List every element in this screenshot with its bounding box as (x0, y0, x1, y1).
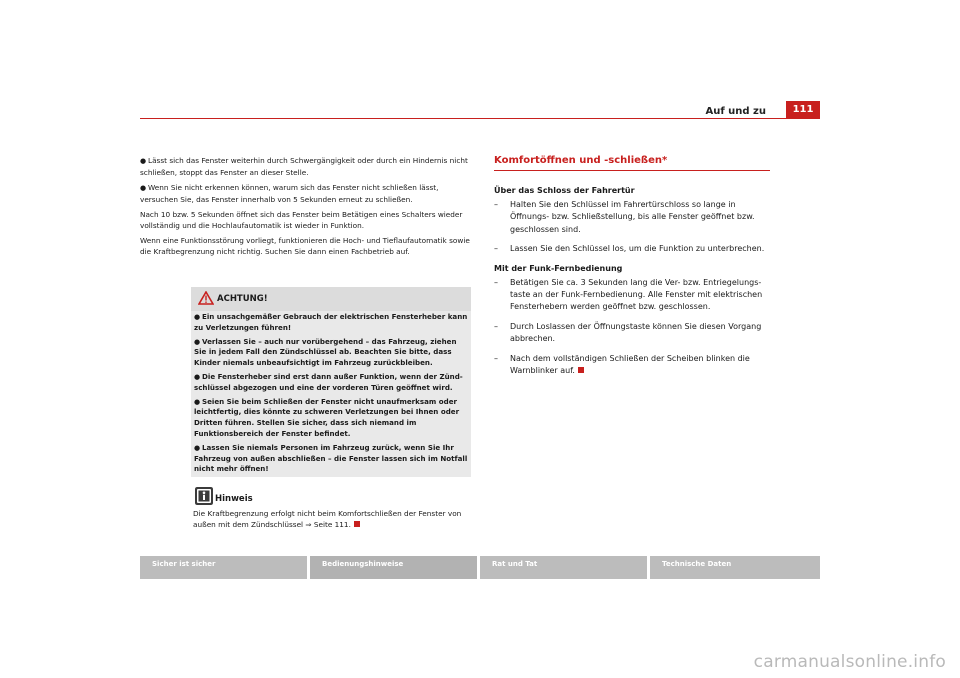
footer-tab-tips[interactable]: Rat und Tat (480, 556, 647, 579)
bullet-paragraph: ● Lässt sich das Fenster weiterhin durch Schwergängigkeit oder durch ein Hindernis nicht schließen, stoppt das Fenster an dieser Stelle. (140, 156, 468, 178)
warning-header (191, 287, 471, 311)
header-divider (140, 118, 820, 119)
bullet-icon: ● (140, 157, 147, 165)
bullet-paragraph: ● Wenn Sie nicht erkennen können, warum sich das Fenster nicht schließen lässt, versuchen Sie, das Fenster innerhalb von 5 Sekunden erneut zu schließen. (140, 182, 439, 205)
bullet-icon: ● (194, 372, 201, 381)
list-item: – Halten Sie den Schlüssel im Fahrertürschloss so lange in Öffnungs- bzw. Schließstellung, bis alle Fenster geöffnet bzw. geschlossen sind. (494, 200, 755, 234)
watermark: carmanualsonline.info (753, 652, 946, 672)
footer-tab-operation[interactable]: Bedienungshinweise (310, 556, 477, 579)
body-paragraph: Nach 10 bzw. 5 Sekunden öffnet sich das Fenster beim Betätigen eines Schalters wieder vollständig und die Hochlaufautomatik ist wieder in Funktion. (140, 209, 463, 231)
list-item: – Lassen Sie den Schlüssel los, um die Funktion zu unterbrechen. (494, 244, 765, 254)
body-paragraph: Wenn eine Funktionsstörung vorliegt, funktionieren die Hoch- und Tieflaufautomatik sowie die Kraftbegrenzung nicht richtig. Suchen Sie dann einen Fachbetrieb auf. (140, 235, 470, 256)
right-column (494, 155, 770, 384)
bullet-icon: ● (194, 443, 201, 452)
list-item: – Betätigen Sie ca. 3 Sekunden lang die Ver- bzw. Entriegelungstaste an der Funk-Fernbedienung. Alle Fenster mit elektrischen Fensterhebern werden geöffnet bzw. geschlossen. (494, 277, 763, 312)
info-note-icon (195, 487, 213, 505)
bullet-icon: ● (194, 313, 201, 321)
page-number: 111 (786, 101, 820, 118)
list-item: – Nach dem vollständigen Schließen der Scheiben blinken die Warnblinker auf. (494, 353, 750, 376)
note-text: Die Kraftbegrenzung erfolgt nicht beim Komfortschließen der Fenster von außen mit dem Zündschlüssel ⇒ Seite 111. (193, 509, 462, 530)
note-title: Hinweis (215, 494, 253, 504)
warning-box (191, 287, 471, 477)
warning-title: ACHTUNG! (217, 294, 268, 304)
section-end-icon (578, 367, 584, 373)
subheading-remote: Mit der Funk-Fernbedienung (494, 263, 623, 273)
warning-triangle-icon (198, 291, 214, 305)
warning-item: ● Ein unsachgemäßer Gebrauch der elektrischen Fensterheber kann zu Verletzungen führen! (194, 312, 468, 332)
bullet-icon: ● (140, 183, 147, 192)
page-header-title: Auf und zu (705, 106, 766, 117)
warning-item: ● Seien Sie beim Schließen der Fenster nicht unaufmerksam oder leichtfertig, dies könnte zu schweren Verletzungen bei Ihnen oder Dritten führen. Stellen Sie sicher, dass sich niemand im Funktionsbereich der Fenster befindet. (194, 396, 460, 438)
bullet-icon: ● (194, 337, 201, 346)
bullet-icon: ● (194, 397, 201, 406)
warning-item: ● Die Fensterheber sind erst dann außer Funktion, wenn der Zündschlüssel abgezogen und eine der vorderen Türen geöffnet wird. (194, 371, 463, 392)
left-column (140, 155, 472, 261)
footer-tab-safety[interactable]: Sicher ist sicher (140, 556, 307, 579)
section-title: Komfortöffnen und -schließen* (494, 155, 668, 166)
warning-item: ● Verlassen Sie – auch nur vorübergehend – das Fahrzeug, ziehen Sie in jedem Fall den Zündschlüssel ab. Beachten Sie bitte, dass Kinder niemals unbeaufsichtigt im Fahrzeug zurückbleiben. (194, 336, 457, 368)
subheading-door-lock: Über das Schloss der Fahrertür (494, 186, 635, 195)
list-item: – Durch Loslassen der Öffnungstaste können Sie diesen Vorgang abbrechen. (494, 321, 762, 344)
warning-item: ● Lassen Sie niemals Personen im Fahrzeug zurück, wenn Sie Ihr Fahrzeug von außen abschließen – die Fenster lassen sich im Notfall nicht mehr öffnen! (194, 442, 468, 474)
footer-tab-technical-data[interactable]: Technische Daten (650, 556, 820, 579)
section-end-icon (354, 521, 360, 527)
warning-list (191, 312, 470, 478)
section-divider (494, 170, 770, 171)
